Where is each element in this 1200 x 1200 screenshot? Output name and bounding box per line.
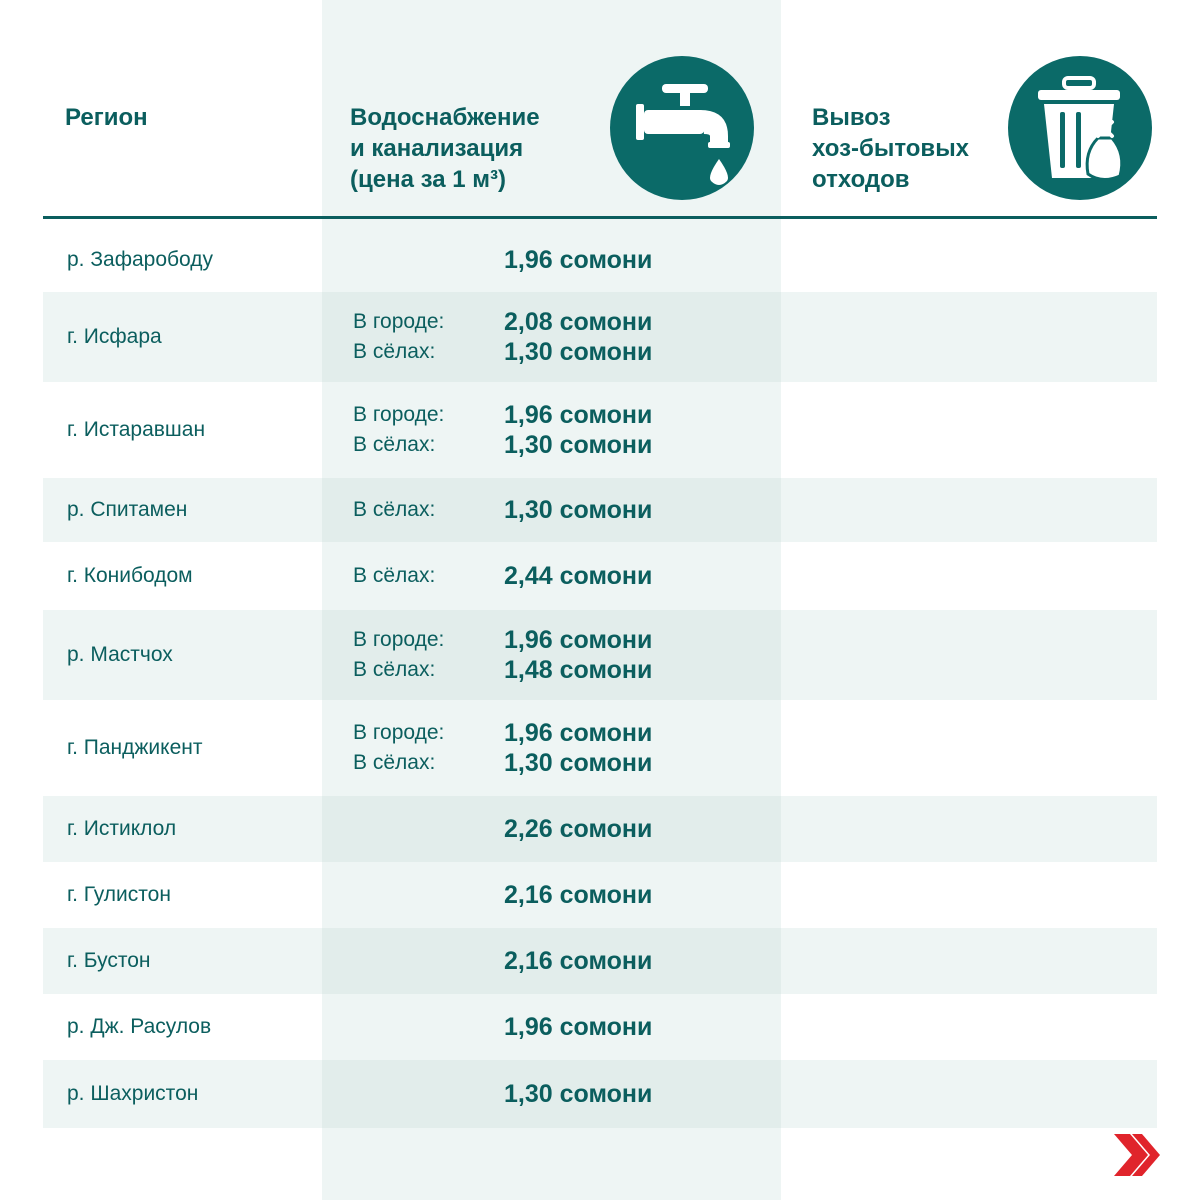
header-waste — [812, 102, 969, 195]
price-line — [322, 748, 781, 778]
price-line — [322, 561, 781, 591]
region-name: р. Зафарободу — [67, 248, 214, 271]
water-price-cell — [322, 478, 781, 542]
header-waste-line: хоз-бытовых — [812, 135, 970, 162]
price-line — [322, 495, 781, 525]
settlement-label: В сёлах: — [353, 564, 436, 587]
price-line — [322, 655, 781, 685]
water-price-cell — [322, 1060, 781, 1128]
region-name: р. Мастчох — [67, 643, 173, 666]
table-row — [43, 796, 1157, 862]
water-price-cell — [322, 928, 781, 994]
price-value: 1,96 сомони — [504, 246, 653, 274]
waste-price-cell — [781, 994, 1157, 1060]
price-value: 2,08 сомони — [504, 308, 653, 336]
price-value: 2,16 сомони — [504, 881, 653, 909]
table-row — [43, 478, 1157, 542]
region-name: г. Панджикент — [67, 736, 203, 759]
price-value: 1,96 сомони — [504, 626, 653, 654]
price-line — [322, 946, 781, 976]
header-water-line: Водоснабжение — [350, 104, 540, 131]
price-table — [43, 228, 1157, 1128]
settlement-label: В сёлах: — [353, 433, 436, 456]
region-name: р. Дж. Расулов — [67, 1015, 212, 1038]
price-lines — [322, 946, 781, 976]
double-chevron-right-icon[interactable] — [1108, 1130, 1162, 1180]
price-lines — [322, 561, 781, 591]
price-value: 1,96 сомони — [504, 719, 653, 747]
header-waste-line: отходов — [812, 166, 910, 193]
waste-price-cell — [781, 382, 1157, 478]
table-row — [43, 610, 1157, 700]
price-value: 1,96 сомони — [504, 1013, 653, 1041]
settlement-label: В сёлах: — [353, 340, 436, 363]
trash-bin-icon — [1008, 56, 1152, 200]
region-name: р. Шахристон — [67, 1082, 199, 1105]
price-value: 1,96 сомони — [504, 401, 653, 429]
price-line — [322, 245, 781, 275]
settlement-label: В городе: — [353, 403, 445, 426]
price-lines — [322, 625, 781, 685]
price-line — [322, 1079, 781, 1109]
price-line — [322, 814, 781, 844]
water-price-cell — [322, 382, 781, 478]
settlement-label: В городе: — [353, 628, 445, 651]
header-divider — [43, 216, 1157, 219]
region-name: г. Исфара — [67, 325, 162, 348]
price-value: 2,26 сомони — [504, 815, 653, 843]
region-name: р. Спитамен — [67, 498, 188, 521]
waste-price-cell — [781, 796, 1157, 862]
waste-price-cell — [781, 1060, 1157, 1128]
header-waste-line: Вывоз — [812, 104, 891, 131]
water-price-cell — [322, 700, 781, 796]
table-row — [43, 542, 1157, 610]
header-region — [65, 102, 148, 133]
price-value: 2,16 сомони — [504, 947, 653, 975]
water-price-cell — [322, 796, 781, 862]
table-row — [43, 228, 1157, 292]
price-value: 1,30 сомони — [504, 749, 653, 777]
header-water — [350, 102, 540, 195]
price-lines — [322, 718, 781, 778]
region-name: г. Конибодом — [67, 564, 193, 587]
price-lines — [322, 1012, 781, 1042]
price-lines — [322, 307, 781, 367]
price-line — [322, 1012, 781, 1042]
water-price-cell — [322, 994, 781, 1060]
table-row — [43, 382, 1157, 478]
waste-price-cell — [781, 928, 1157, 994]
price-line — [322, 625, 781, 655]
price-lines — [322, 495, 781, 525]
price-value: 1,30 сомони — [504, 496, 653, 524]
price-lines — [322, 880, 781, 910]
price-value: 1,48 сомони — [504, 656, 653, 684]
waste-price-cell — [781, 542, 1157, 610]
settlement-label: В сёлах: — [353, 658, 436, 681]
waste-price-cell — [781, 610, 1157, 700]
table-row — [43, 1060, 1157, 1128]
settlement-label: В сёлах: — [353, 498, 436, 521]
waste-price-cell — [781, 478, 1157, 542]
water-price-cell — [322, 610, 781, 700]
header-region-label: Регион — [65, 104, 148, 131]
settlement-label: В сёлах: — [353, 751, 436, 774]
price-value: 1,30 сомони — [504, 1080, 653, 1108]
table-row — [43, 292, 1157, 382]
price-lines — [322, 1079, 781, 1109]
price-lines — [322, 814, 781, 844]
waste-price-cell — [781, 292, 1157, 382]
price-line — [322, 400, 781, 430]
table-row — [43, 928, 1157, 994]
price-line — [322, 337, 781, 367]
price-line — [322, 307, 781, 337]
water-tap-icon — [610, 56, 754, 200]
header-water-line: (цена за 1 м³) — [350, 166, 506, 193]
price-lines — [322, 400, 781, 460]
region-name: г. Бустон — [67, 949, 151, 972]
water-price-cell — [322, 228, 781, 292]
table-row — [43, 994, 1157, 1060]
header-water-line: и канализация — [350, 135, 524, 162]
waste-price-cell — [781, 700, 1157, 796]
price-line — [322, 430, 781, 460]
price-value: 1,30 сомони — [504, 431, 653, 459]
region-name: г. Истаравшан — [67, 418, 206, 441]
water-price-cell — [322, 862, 781, 928]
settlement-label: В городе: — [353, 721, 445, 744]
settlement-label: В городе: — [353, 310, 445, 333]
price-lines — [322, 245, 781, 275]
water-price-cell — [322, 292, 781, 382]
price-value: 2,44 сомони — [504, 562, 653, 590]
price-value: 1,30 сомони — [504, 338, 653, 366]
water-price-cell — [322, 542, 781, 610]
table-row — [43, 862, 1157, 928]
price-line — [322, 718, 781, 748]
price-line — [322, 880, 781, 910]
table-row — [43, 700, 1157, 796]
waste-price-cell — [781, 862, 1157, 928]
waste-price-cell — [781, 228, 1157, 292]
region-name: г. Гулистон — [67, 883, 171, 906]
region-name: г. Истиклол — [67, 817, 177, 840]
